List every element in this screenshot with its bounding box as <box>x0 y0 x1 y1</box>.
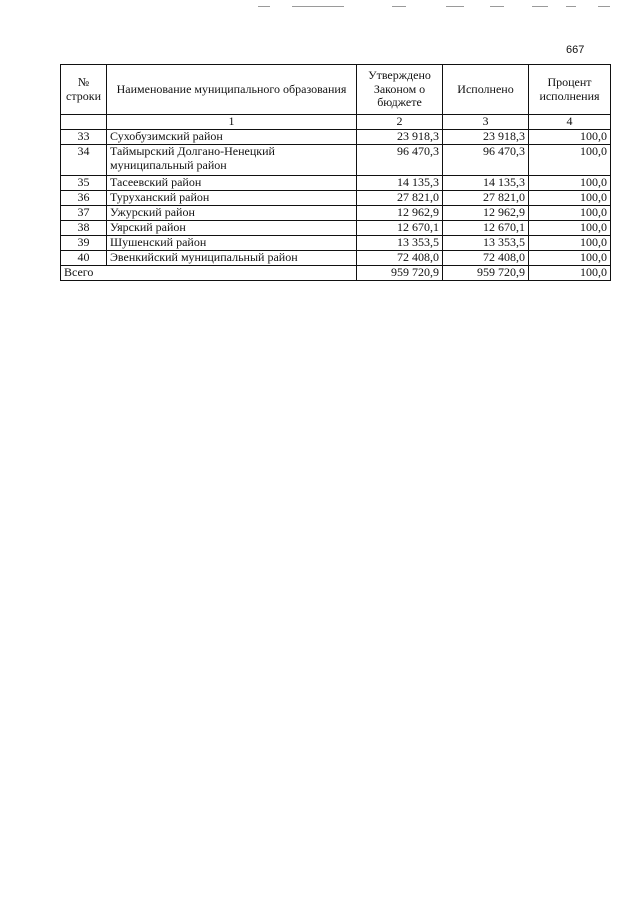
header-percent: Процент исполнения <box>529 65 611 115</box>
approved-cell: 27 821,0 <box>357 190 443 205</box>
page-number: 667 <box>566 44 585 56</box>
executed-cell: 96 470,3 <box>443 144 529 175</box>
approved-cell: 23 918,3 <box>357 129 443 144</box>
row-number-cell: 35 <box>61 175 107 190</box>
column-index-cell <box>61 115 107 130</box>
total-executed-cell: 959 720,9 <box>443 265 529 280</box>
column-index-cell: 4 <box>529 115 611 130</box>
percent-cell: 100,0 <box>529 129 611 144</box>
row-number-cell: 34 <box>61 144 107 175</box>
table-row <box>61 190 611 205</box>
scan-artifact-line <box>292 6 344 7</box>
row-number-cell: 40 <box>61 250 107 265</box>
scan-artifact-line <box>392 6 406 7</box>
total-approved-cell: 959 720,9 <box>357 265 443 280</box>
percent-cell: 100,0 <box>529 235 611 250</box>
approved-cell: 14 135,3 <box>357 175 443 190</box>
total-label-cell: Всего <box>61 265 357 280</box>
scan-artifact-line <box>598 6 610 7</box>
budget-execution-table <box>60 64 611 281</box>
municipality-name-cell: Таймырский Долгано-Ненецкий муниципальный район <box>107 144 357 175</box>
table-row <box>61 129 611 144</box>
municipality-name-cell: Шушенский район <box>107 235 357 250</box>
table-row <box>61 220 611 235</box>
table-row <box>61 144 611 175</box>
row-number-cell: 33 <box>61 129 107 144</box>
executed-cell: 14 135,3 <box>443 175 529 190</box>
percent-cell: 100,0 <box>529 220 611 235</box>
executed-cell: 72 408,0 <box>443 250 529 265</box>
row-number-cell: 39 <box>61 235 107 250</box>
municipality-name-cell: Туруханский район <box>107 190 357 205</box>
column-index-cell: 3 <box>443 115 529 130</box>
municipality-name-cell: Сухобузимский район <box>107 129 357 144</box>
table-row <box>61 250 611 265</box>
table-total-row <box>61 265 611 280</box>
executed-cell: 12 962,9 <box>443 205 529 220</box>
approved-cell: 12 962,9 <box>357 205 443 220</box>
executed-cell: 12 670,1 <box>443 220 529 235</box>
column-index-cell: 2 <box>357 115 443 130</box>
municipality-name-cell: Тасеевский район <box>107 175 357 190</box>
row-number-cell: 36 <box>61 190 107 205</box>
scan-artifact-line <box>446 6 464 7</box>
approved-cell: 12 670,1 <box>357 220 443 235</box>
header-row-number: № строки <box>61 65 107 115</box>
municipality-name-cell: Ужурский район <box>107 205 357 220</box>
header-executed: Исполнено <box>443 65 529 115</box>
scan-artifact-line <box>490 6 504 7</box>
column-index-row <box>61 115 611 130</box>
executed-cell: 13 353,5 <box>443 235 529 250</box>
row-number-cell: 38 <box>61 220 107 235</box>
percent-cell: 100,0 <box>529 175 611 190</box>
table-row <box>61 235 611 250</box>
approved-cell: 96 470,3 <box>357 144 443 175</box>
total-percent-cell: 100,0 <box>529 265 611 280</box>
municipality-name-cell: Эвенкийский муниципальный район <box>107 250 357 265</box>
table-row <box>61 175 611 190</box>
table-header-row <box>61 65 611 115</box>
percent-cell: 100,0 <box>529 205 611 220</box>
row-number-cell: 37 <box>61 205 107 220</box>
percent-cell: 100,0 <box>529 250 611 265</box>
executed-cell: 23 918,3 <box>443 129 529 144</box>
executed-cell: 27 821,0 <box>443 190 529 205</box>
scan-artifact-line <box>566 6 576 7</box>
approved-cell: 13 353,5 <box>357 235 443 250</box>
percent-cell: 100,0 <box>529 190 611 205</box>
header-approved: Утверждено Законом о бюджете <box>357 65 443 115</box>
municipality-name-cell: Уярский район <box>107 220 357 235</box>
table-row <box>61 205 611 220</box>
scan-artifact-line <box>258 6 270 7</box>
percent-cell: 100,0 <box>529 144 611 175</box>
approved-cell: 72 408,0 <box>357 250 443 265</box>
header-municipality-name: Наименование муниципального образования <box>107 65 357 115</box>
column-index-cell: 1 <box>107 115 357 130</box>
scan-artifact-line <box>532 6 548 7</box>
